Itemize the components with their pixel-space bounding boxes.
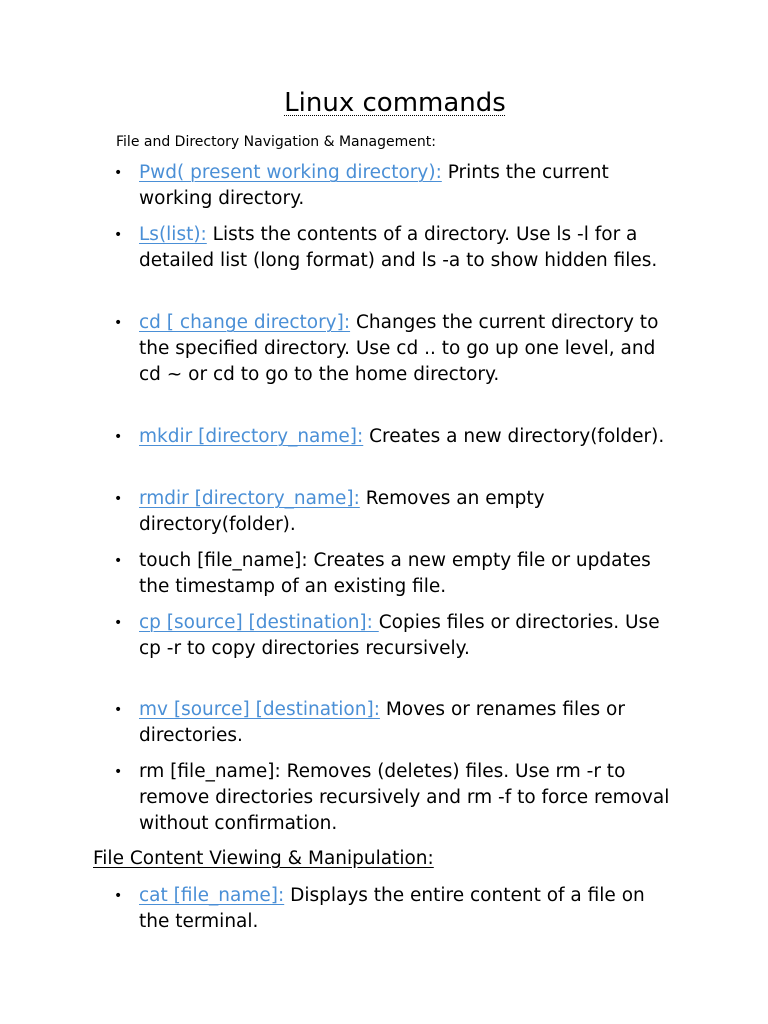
list-item-text — [139, 424, 679, 450]
command-description: Creates a new directory(folder). — [363, 426, 665, 447]
bullet-icon: • — [114, 165, 123, 181]
list-item-text — [139, 548, 679, 600]
list-item-text — [139, 486, 679, 538]
bullet-icon: • — [114, 615, 123, 631]
bullet-icon: • — [114, 764, 123, 780]
command-link[interactable]: rmdir [directory_name]: — [139, 488, 360, 509]
list-item-text — [139, 610, 679, 662]
command-description: Changes the current directory to the specified directory. Use cd .. to go up one level, and cd ~ or cd to go to the home directory. — [139, 312, 659, 385]
section-heading: File Content Viewing & Manipulation: — [93, 848, 434, 869]
command-link[interactable]: mkdir [directory_name]: — [139, 426, 364, 447]
bullet-icon: • — [114, 553, 123, 569]
list-item-text — [139, 759, 679, 837]
command-description: Lists the contents of a directory. Use ls -l for a detailed list (long format) and ls -a to show hidden files. — [139, 224, 658, 271]
command-link[interactable]: Pwd( present working directory): — [139, 162, 442, 183]
bullet-icon: • — [114, 888, 123, 904]
command-description: rm [file_name]: Removes (deletes) files. Use rm -r to remove directories recursively and rm -f to force removal without confirmation. — [139, 761, 670, 834]
command-link[interactable]: cp [source] [destination]: — [139, 612, 379, 633]
bullet-icon: • — [114, 227, 123, 243]
command-description: Copies files or directories. Use cp -r to copy directories recursively. — [139, 612, 660, 659]
list-item-text — [139, 160, 679, 212]
list-item-text — [139, 697, 679, 749]
bullet-icon: • — [114, 702, 123, 718]
command-link[interactable]: cd [ change directory]: — [139, 312, 351, 333]
document-title: Linux commands — [284, 88, 506, 118]
list-item-text — [139, 222, 679, 274]
list-item-text — [139, 310, 679, 388]
section-subheading: File and Directory Navigation & Management: — [116, 134, 436, 150]
command-link[interactable]: Ls(list): — [139, 224, 207, 245]
command-description: touch [file_name]: Creates a new empty file or updates the timestamp of an existing file. — [139, 550, 651, 597]
command-description: Prints the current working directory. — [139, 162, 609, 209]
bullet-icon: • — [114, 315, 123, 331]
list-item-text — [139, 883, 679, 935]
command-description: Removes an empty directory(folder). — [139, 488, 545, 535]
command-description: Moves or renames files or directories. — [139, 699, 625, 746]
command-link[interactable]: cat [file_name]: — [139, 885, 285, 906]
bullet-icon: • — [114, 491, 123, 507]
bullet-icon: • — [114, 429, 123, 445]
command-description: Displays the entire content of a file on the terminal. — [139, 885, 645, 932]
command-link[interactable]: mv [source] [destination]: — [139, 699, 380, 720]
